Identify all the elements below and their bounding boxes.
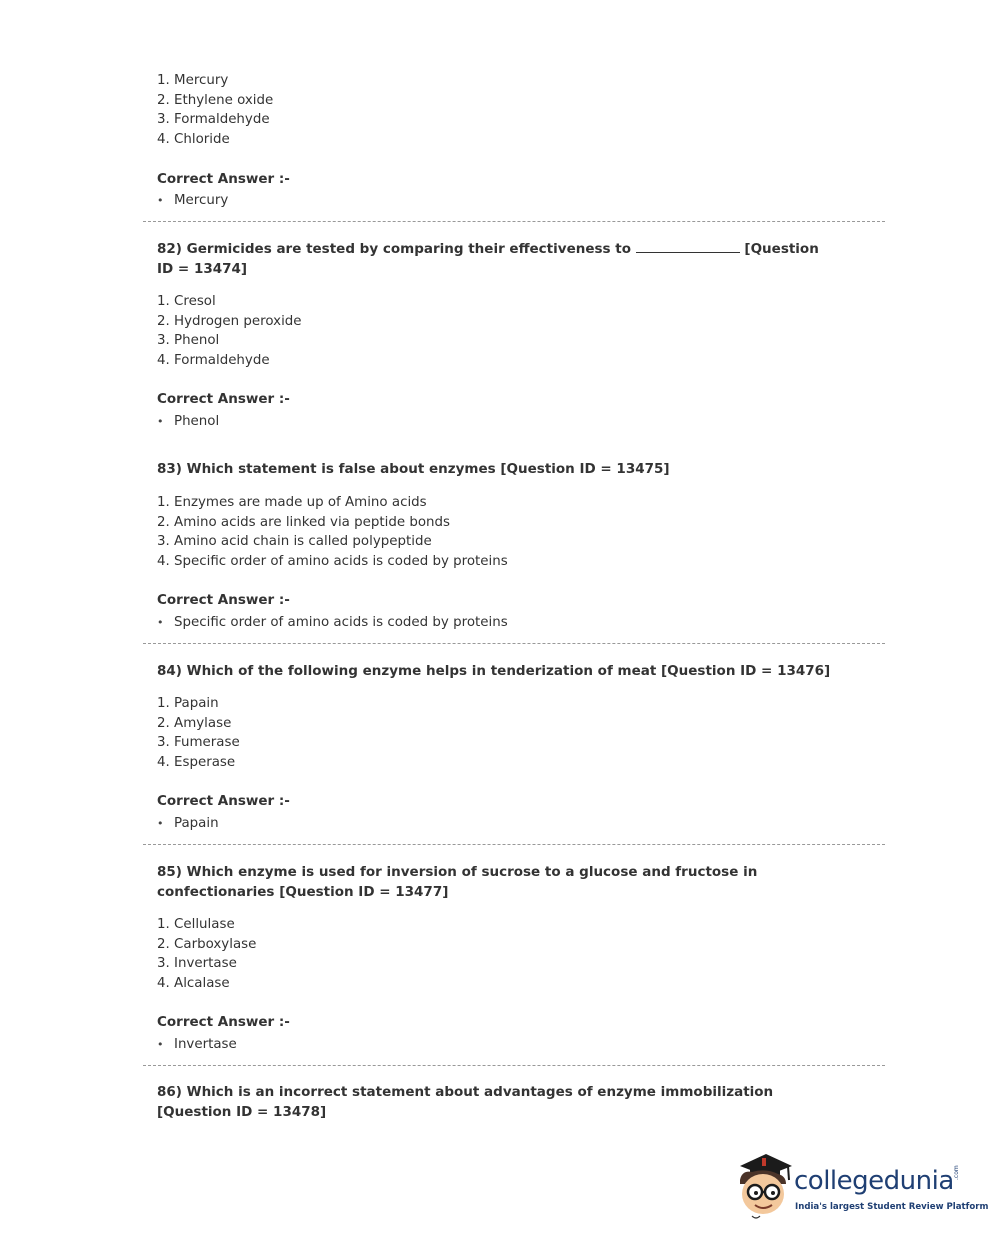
bullet-icon: • (157, 415, 164, 428)
answer-text: Phenol (174, 414, 220, 429)
option: 1. Mercury (157, 73, 229, 88)
question-84 (157, 661, 837, 681)
q84-options (157, 694, 240, 772)
option: 2. Amino acids are linked via peptide bonds (157, 514, 450, 530)
question-text: Germicides are tested by comparing their effectiveness to (186, 241, 631, 257)
option: 4. Chloride (157, 131, 230, 147)
option: 1. Cellulase (157, 917, 235, 932)
question-text: Which enzyme is used for inversion of sucrose to a glucose and fructose in confectionaries (157, 864, 758, 900)
question-number: 86) (157, 1084, 182, 1100)
question-number: 82) (157, 241, 182, 257)
question-number: 84) (157, 663, 182, 679)
option: 1. Enzymes are made up of Amino acids (157, 495, 427, 510)
question-text: Which is an incorrect statement about advantages of enzyme immobilization (186, 1084, 774, 1100)
option: 2. Ethylene oxide (157, 92, 274, 108)
correct-answer (157, 816, 219, 831)
question-id: [Question ID = 13475] (500, 461, 670, 477)
correct-answer-label: Correct Answer :- (157, 592, 290, 608)
option: 3. Fumerase (157, 735, 240, 751)
option: 4. Esperase (157, 754, 236, 770)
mascot-icon (732, 1150, 794, 1222)
correct-answer (157, 414, 219, 429)
option: 2. Hydrogen peroxide (157, 313, 302, 329)
q81-options (157, 71, 273, 149)
option: 3. Formaldehyde (157, 112, 270, 128)
correct-answer-label: Correct Answer :- (157, 391, 290, 407)
question-number: 85) (157, 864, 182, 880)
divider (143, 643, 885, 644)
question-id: [Question ID = 13476] (661, 663, 831, 679)
answer-text: Specific order of amino acids is coded by proteins (174, 615, 508, 630)
bullet-icon: • (157, 817, 164, 830)
question-id: [Question ID = 13478] (157, 1104, 327, 1120)
answer-text: Invertase (174, 1037, 237, 1052)
correct-answer (157, 193, 228, 208)
answer-text: Mercury (174, 193, 229, 208)
option: 1. Papain (157, 696, 219, 711)
q85-options (157, 915, 256, 993)
q82-options (157, 292, 302, 370)
option: 4. Specific order of amino acids is coded by proteins (157, 553, 508, 569)
question-text: Which statement is false about enzymes (186, 461, 496, 477)
collegedunia-logo (732, 1150, 989, 1225)
answer-text: Papain (174, 816, 219, 831)
question-text: Which of the following enzyme helps in tenderization of meat (186, 663, 657, 679)
option: 2. Carboxylase (157, 936, 257, 952)
brand-tagline: India's largest Student Review Platform (795, 1202, 989, 1212)
option: 3. Invertase (157, 956, 237, 972)
correct-answer-label: Correct Answer :- (157, 171, 290, 187)
question-85 (157, 862, 837, 902)
question-number: 83) (157, 461, 182, 477)
question-id: [Question ID = 13474] (157, 241, 819, 277)
option: 4. Alcalase (157, 975, 230, 991)
correct-answer-label: Correct Answer :- (157, 793, 290, 809)
question-86 (157, 1082, 837, 1122)
bullet-icon: • (157, 616, 164, 629)
brand-domain: .com (953, 1165, 960, 1180)
q83-options (157, 493, 508, 571)
correct-answer-label: Correct Answer :- (157, 1014, 290, 1030)
answer-blank (636, 240, 740, 253)
option: 4. Formaldehyde (157, 352, 270, 368)
brand-name: collegedunia (794, 1166, 954, 1196)
option: 3. Amino acid chain is called polypeptide (157, 534, 432, 550)
bullet-icon: • (157, 1038, 164, 1051)
correct-answer (157, 1037, 237, 1052)
question-83 (157, 459, 837, 479)
option: 2. Amylase (157, 715, 232, 731)
question-82 (157, 239, 837, 279)
divider (143, 1065, 885, 1066)
question-id: [Question ID = 13477] (279, 884, 449, 900)
correct-answer (157, 615, 508, 630)
divider (143, 844, 885, 845)
divider (143, 221, 885, 222)
bullet-icon: • (157, 194, 164, 207)
option: 1. Cresol (157, 294, 216, 309)
option: 3. Phenol (157, 333, 220, 349)
